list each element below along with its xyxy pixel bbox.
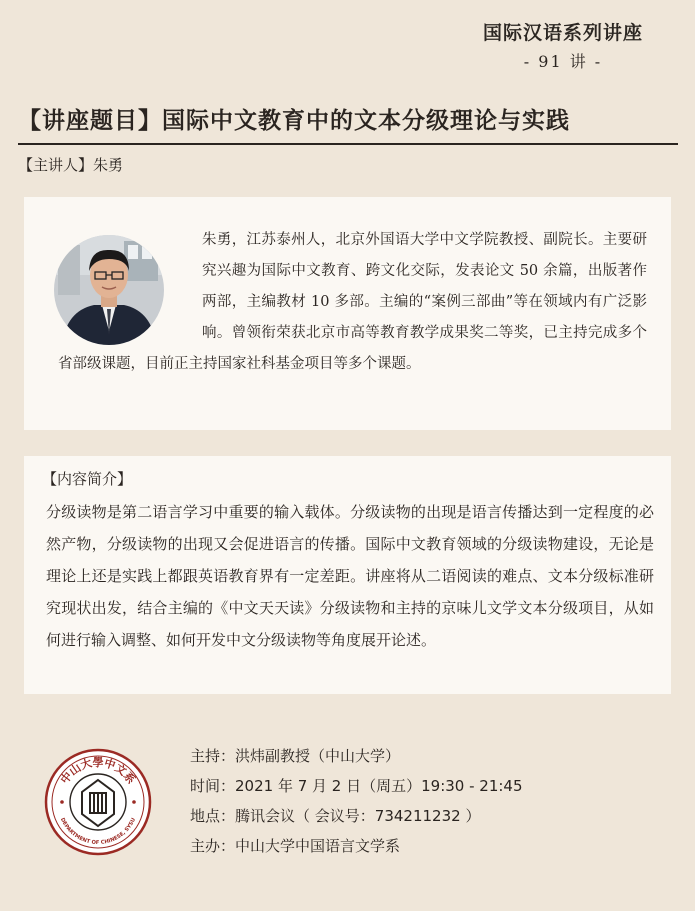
title-block bbox=[18, 103, 678, 145]
place-label: 地点： bbox=[190, 807, 236, 825]
time-row bbox=[190, 771, 523, 801]
speaker-bio-card bbox=[24, 197, 671, 430]
speaker-photo bbox=[54, 235, 164, 345]
host-row bbox=[190, 741, 523, 771]
speaker-line: 【主讲人】朱勇 bbox=[18, 156, 124, 174]
intro-heading: 【内容简介】 bbox=[42, 470, 133, 488]
place-value: 腾讯会议（ 会议号：734211232 ） bbox=[235, 807, 481, 825]
organizer-label: 主办： bbox=[190, 837, 236, 855]
series-header bbox=[453, 18, 673, 72]
time-value: 2021 年 7 月 2 日（周五）19:30 - 21:45 bbox=[235, 777, 523, 795]
organizer-value: 中山大学中国语言文学系 bbox=[235, 837, 401, 855]
place-row bbox=[190, 801, 523, 831]
svg-text:DEPARTMENT OF CHINESE, SYSU: DEPARTMENT OF CHINESE, SYSU bbox=[58, 817, 138, 847]
svg-text:中山大學中文系: 中山大學中文系 bbox=[58, 756, 138, 787]
lecture-title: 【讲座题目】国际中文教育中的文本分级理论与实践 bbox=[18, 107, 570, 134]
title-divider bbox=[18, 143, 678, 145]
content-intro-card bbox=[24, 456, 671, 694]
host-label: 主持： bbox=[190, 747, 236, 765]
intro-text: 分级读物是第二语言学习中重要的输入载体。分级读物的出现是语言传播达到一定程度的必然产物，分级读物的出现又会促进语言的传播。国际中文教育领域的分级读物建设，无论是理论上还是实践上都跟英语教育界有一定差距。讲座将从二语阅读的难点、文本分级标准研究现状出发，结合主编的《中文天天读》分级读物和主持的京味儿文学文本分级项目，从如何进行输入调整、如何开发中文分级读物等角度展开论述。 bbox=[46, 503, 654, 649]
series-name: 国际汉语系列讲座 bbox=[482, 22, 643, 44]
department-seal-logo bbox=[44, 748, 152, 856]
event-info bbox=[190, 741, 523, 861]
organizer-row bbox=[190, 831, 523, 861]
host-value: 洪炜副教授（中山大学） bbox=[235, 747, 401, 765]
speaker-bio: 朱勇，江苏泰州人，北京外国语大学中文学院教授、副院长。主要研究兴趣为国际中文教育、跨文化交际，发表论文 50 余篇，出版著作两部，主编教材 10 多部。主编的“案例三部曲”等在领域内有广泛影响。曾领衔荣获北京市高等教育教学成果奖二等奖，已主持完成多个省部级课题，目前正主持国家社科基金项目等多个课题。 bbox=[58, 232, 647, 372]
time-label: 时间： bbox=[190, 777, 236, 795]
lecture-number: - 91 讲 - bbox=[523, 52, 603, 71]
